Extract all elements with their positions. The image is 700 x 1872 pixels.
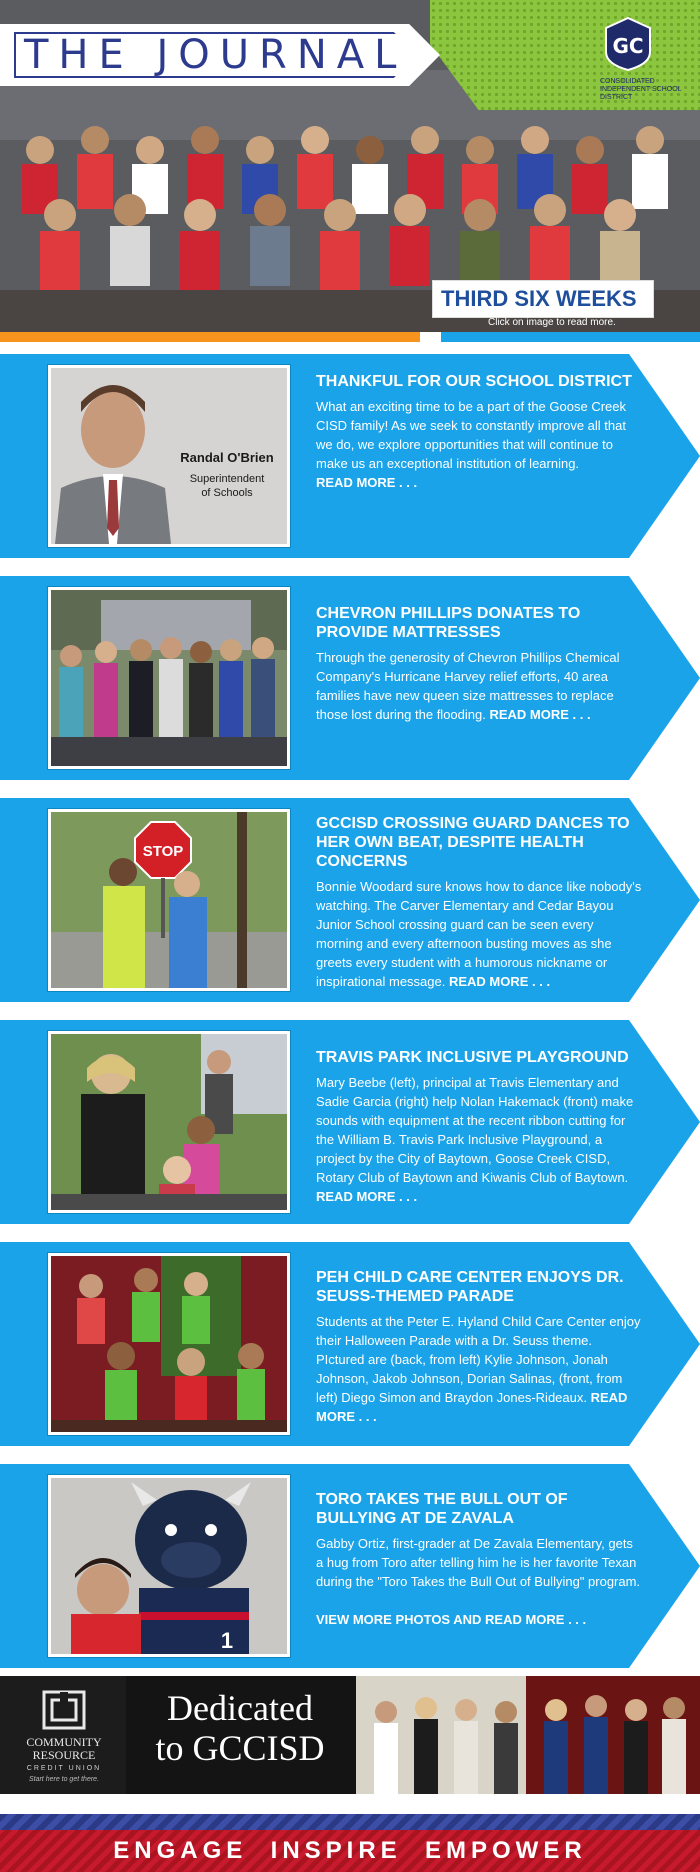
caption-name: Randal O'Brien (180, 450, 274, 465)
credit-union-logo (0, 1676, 126, 1794)
article-peh-parade[interactable] (0, 1242, 700, 1446)
article-text (316, 372, 642, 492)
article-headline[interactable]: CHEVRON PHILLIPS DONATES TO PROVIDE MATTRESSES (316, 605, 581, 641)
article-body (316, 1073, 642, 1206)
article-text (316, 1048, 642, 1206)
footer-stripe (0, 1814, 700, 1830)
sponsor-headline: Dedicated to GCCISD (155, 1688, 325, 1768)
credit-union-sub: CREDIT UNION (26, 1765, 102, 1772)
edition-label: THIRD SIX WEEKS (441, 286, 637, 311)
article-travis-park[interactable] (0, 1020, 700, 1224)
parade-photo (51, 1256, 287, 1432)
footer-gap (0, 1794, 700, 1814)
article-body (316, 1534, 642, 1629)
superintendent-photo (51, 368, 287, 544)
article-headline[interactable]: TRAVIS PARK INCLUSIVE PLAYGROUND (316, 1049, 629, 1066)
read-more-link[interactable]: READ MORE . . . (448, 974, 551, 989)
toro-mascot-photo (51, 1478, 287, 1654)
article-summary: Through the generosity of Chevron Phillips Chemical Company's Hurricane Harvey relief efforts, 40 area families have new queen size mattresses to replace those lost during the flooding. (316, 650, 620, 722)
sponsor-photos (356, 1676, 700, 1794)
caption-title-1: Superintendent (189, 473, 265, 485)
article-crossing-guard[interactable] (0, 798, 700, 1002)
read-more-link[interactable]: READ MORE . . . (316, 1390, 628, 1424)
article-summary: Gabby Ortiz, first-grader at De Zavala Elementary, gets a hug from Toro after telling him he is her favorite Texan during the "Toro Takes the Bull Out of Bullying" program. (316, 1536, 641, 1589)
article-body (316, 397, 642, 492)
read-more-link[interactable]: READ MORE . . . (316, 475, 418, 490)
article-headline[interactable]: GCCISD CROSSING GUARD DANCES TO HER OWN BEAT, DESPITE HEALTH CONCERNS (316, 815, 630, 870)
article-toro-bullying[interactable] (0, 1464, 700, 1668)
article-summary: Mary Beebe (left), principal at Travis Elementary and Sadie Garcia (right) help Nolan Hakemack (front) make sounds with equipment at the recent ribbon cutting for the William B. Travis Park Inclusive Playground, a project by the City of Baytown, Goose Creek CISD, Rotary Club of Baytown and Kiwanis Club of Baytown. (316, 1075, 634, 1185)
article-summary: Students at the Peter E. Hyland Child Care Center enjoy their Halloween Parade with a Dr. Seuss theme. PIctured are (back, from left) Kylie Johnson, Jonah Johnson, Jakob Johnson, Dorian Salinas, (front, from left) Diego Simon and Braydon Jones-Rideaux. (316, 1314, 641, 1405)
article-headline[interactable]: THANKFUL FOR OUR SCHOOL DISTRICT (316, 373, 632, 390)
article-chevron[interactable] (0, 576, 700, 780)
article-body (316, 877, 642, 991)
article-body (316, 648, 642, 724)
logo-mark: GC (612, 34, 644, 58)
read-more-link[interactable]: READ MORE . . . (489, 707, 591, 722)
read-more-link[interactable]: READ MORE . . . (316, 1189, 418, 1204)
crossing-guard-photo (51, 812, 287, 988)
article-headline[interactable]: TORO TAKES THE BULL OUT OF BULLYING AT DE ZAVALA (316, 1491, 568, 1527)
read-more-link[interactable]: VIEW MORE PHOTOS AND READ MORE . . . (316, 1612, 587, 1627)
edition-badge[interactable] (432, 280, 654, 318)
header-divider-stripe (0, 332, 700, 342)
journal-header[interactable] (0, 0, 700, 332)
caption-title-2: of Schools (201, 487, 253, 499)
district-logo-icon (602, 16, 654, 72)
article-summary: Bonnie Woodard sure knows how to dance like nobody's watching. The Carver Elementary and Cedar Bayou Junior School crossing guard can be seen every morning and every afternoon busting moves as she greets every student with a humorous nickname or inspirational message. (316, 879, 642, 989)
article-image[interactable] (47, 1474, 291, 1658)
stop-sign-text: STOP (142, 843, 184, 860)
article-image[interactable] (47, 586, 291, 770)
footer-tagline-bar (0, 1814, 700, 1872)
logo-text: CONSOLIDATED INDEPENDENT SCHOOL DISTRICT (600, 78, 682, 101)
article-text (316, 604, 642, 724)
article-text (316, 814, 642, 991)
credit-union-name: COMMUNITY RESOURCE (26, 1735, 102, 1762)
playground-photo (51, 1034, 287, 1210)
credit-union-tagline: Start here to get there. (28, 1776, 100, 1783)
mattress-donation-photo (51, 590, 287, 766)
article-image[interactable] (47, 364, 291, 548)
click-note: Click on image to read more. (488, 317, 616, 328)
journal-title: THE JOURNAL (24, 32, 407, 78)
article-image[interactable] (47, 1252, 291, 1436)
footer-tagline: ENGAGE INSPIRE EMPOWER (113, 1837, 587, 1864)
article-summary: What an exciting time to be a part of the Goose Creek CISD family! As we seek to constantly improve all that we do, we explore opportunities that will continue to make us an exceptional institution of learning. (316, 399, 626, 471)
article-body (316, 1312, 642, 1426)
svg-text:1: 1 (220, 1628, 234, 1653)
article-text (316, 1490, 642, 1629)
article-text (316, 1268, 642, 1426)
credit-union-icon (42, 1690, 86, 1730)
article-image[interactable] (47, 1030, 291, 1214)
sponsor-banner[interactable] (0, 1676, 700, 1794)
article-image[interactable] (47, 808, 291, 992)
article-headline[interactable]: PEH CHILD CARE CENTER ENJOYS DR. SEUSS-THEMED PARADE (316, 1269, 624, 1305)
article-thankful[interactable] (0, 354, 700, 558)
